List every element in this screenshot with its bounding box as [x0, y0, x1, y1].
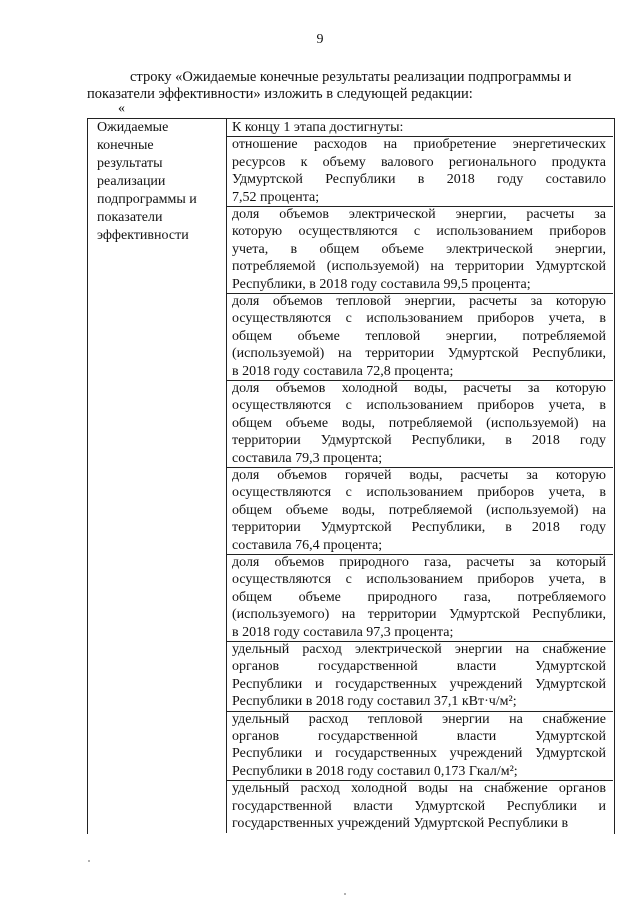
- intro-line-2: показатели эффективности» изложить в следующей редакции:: [87, 86, 473, 102]
- right-cell-line: отношение расходов на приобретение энергетических: [232, 137, 606, 153]
- row-separator: [227, 711, 613, 712]
- row-separator: [227, 380, 613, 381]
- row-separator: [227, 554, 613, 555]
- right-cell-line: общем объеме воды, потребляемой (используемой) на: [232, 415, 606, 431]
- right-cell-line: территории Удмуртской Республики, в 2018 году: [232, 520, 606, 536]
- opening-quote: «: [118, 101, 125, 116]
- row-separator: [227, 780, 613, 781]
- right-cell-line: общем объеме воды, потребляемой (используемой) на: [232, 502, 606, 518]
- right-cell-line: территории Удмуртской Республики, в 2018 году: [232, 433, 606, 449]
- right-cell-line: осуществляются с использованием приборов учета, в: [232, 398, 606, 414]
- table-column-divider: [226, 118, 227, 833]
- right-cell-line: в 2018 году составила 97,3 процента;: [232, 624, 454, 640]
- right-cell-line: государственной власти Удмуртской Республики и: [232, 798, 606, 814]
- right-cell-line: Республики в 2018 году составил 0,173 Гкал/м²;: [232, 763, 518, 779]
- scan-speck: [88, 860, 90, 862]
- left-cell-line: реализации: [97, 174, 166, 189]
- left-cell-line: показатели: [97, 210, 163, 225]
- intro-line-1: строку «Ожидаемые конечные результаты реализации подпрограммы и: [130, 69, 572, 85]
- right-cell-line: К концу 1 этапа достигнуты:: [232, 120, 404, 135]
- right-cell-line: доля объемов тепловой энергии, расчеты за которую: [232, 294, 606, 309]
- right-cell-line: осуществляются с использованием приборов учета, в: [232, 572, 606, 588]
- left-cell-line: конечные: [97, 138, 154, 153]
- right-cell-line: Республики, в 2018 году составила 99,5 процента;: [232, 276, 531, 292]
- right-cell-line: Республики и государственных учреждений Удмуртской: [232, 676, 606, 692]
- right-cell-line: Республики и государственных учреждений Удмуртской: [232, 746, 606, 762]
- left-cell-line: эффективности: [97, 228, 189, 243]
- row-separator: [227, 136, 613, 137]
- right-cell-line: доля объемов холодной воды, расчеты за которую: [232, 381, 606, 396]
- row-separator: [227, 293, 613, 294]
- right-cell-line: ресурсов к объему валового регионального продукта: [232, 154, 606, 170]
- right-cell-line: которую осуществляются с использованием приборов: [232, 224, 606, 240]
- left-cell-line: результаты: [97, 156, 163, 171]
- right-cell-line: общем объеме тепловой энергии, потребляемой: [232, 328, 606, 344]
- right-cell-line: органов государственной власти Удмуртской: [232, 729, 606, 744]
- right-cell-line: (используемого) на территории Удмуртской Республики,: [232, 607, 606, 623]
- row-separator: [227, 206, 613, 207]
- right-cell-line: доля объемов горячей воды, расчеты за которую: [232, 468, 606, 483]
- right-cell-line: учета, в общем объеме электрической энергии,: [232, 241, 606, 257]
- row-separator: [227, 467, 613, 468]
- right-cell-line: осуществляются с использованием приборов учета, в: [232, 485, 606, 501]
- right-cell-line: (используемой) на территории Удмуртской Республики,: [232, 346, 606, 362]
- row-separator: [227, 641, 613, 642]
- right-cell-line: составила 76,4 процента;: [232, 537, 383, 553]
- right-cell-line: 7,52 процента;: [232, 189, 320, 205]
- scan-speck: [344, 893, 346, 895]
- right-cell-line: составила 79,3 процента;: [232, 450, 383, 466]
- right-cell-line: потребляемой (используемой) на территории Удмуртской: [232, 259, 606, 275]
- right-cell-line: общем объеме природного газа, потребляемого: [232, 589, 606, 605]
- left-cell-line: Ожидаемые: [97, 120, 169, 135]
- right-cell-line: Удмуртской Республики в 2018 году составило: [232, 172, 606, 188]
- right-cell-line: доля объемов природного газа, расчеты за который: [232, 555, 606, 570]
- left-cell-line: подпрограммы и: [97, 192, 197, 207]
- right-cell-line: удельный расход холодной воды на снабжение органов: [232, 781, 606, 797]
- right-cell-line: удельный расход тепловой энергии на снабжение: [232, 711, 606, 727]
- right-cell-line: государственных учреждений Удмуртской Республики в: [232, 816, 569, 831]
- right-cell-line: осуществляются с использованием приборов учета, в: [232, 311, 606, 327]
- right-cell-line: удельный расход электрической энергии на снабжение: [232, 642, 606, 657]
- page-number: 9: [316, 32, 324, 47]
- right-cell-line: Республики в 2018 году составил 37,1 кВт·ч/м²;: [232, 694, 517, 710]
- right-cell-line: доля объемов электрической энергии, расчеты за: [232, 207, 606, 222]
- right-cell-line: в 2018 году составила 72,8 процента;: [232, 363, 454, 379]
- right-cell-line: органов государственной власти Удмуртской: [232, 659, 606, 675]
